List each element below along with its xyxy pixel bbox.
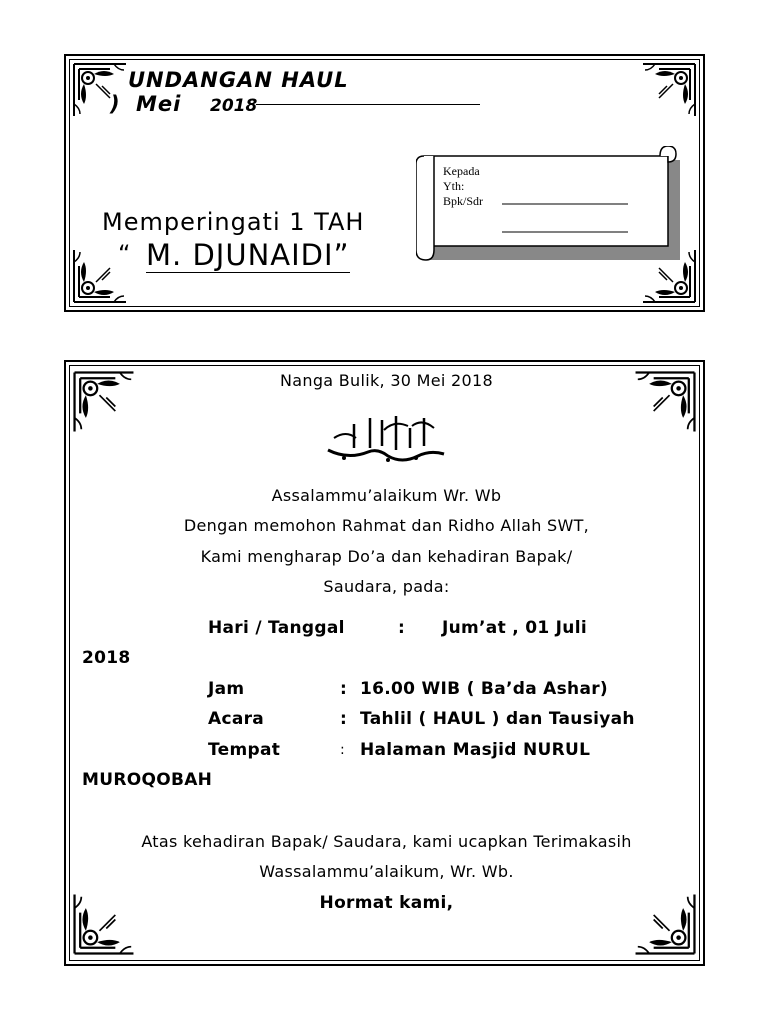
tempat-label: Tempat (208, 740, 281, 760)
commemorate-text: Memperingati 1 TAH (102, 208, 365, 236)
invitation-title: UNDANGAN HAUL (128, 68, 349, 92)
hari-value: Jum’at , 01 Juli (442, 618, 587, 638)
acara-label: Acara (208, 709, 265, 729)
hari-label: Hari / Tanggal (208, 618, 345, 638)
title-month: Mei (136, 92, 182, 116)
corner-ornament-icon (70, 366, 138, 438)
address-yth: Yth: (443, 179, 465, 193)
tempat-value: Halaman Masjid NURUL (360, 740, 591, 760)
greeting: Assalammu’alaikum Wr. Wb (271, 486, 502, 505)
body-line-2: Kami mengharap Do’a dan kehadiran Bapak/ (200, 547, 573, 566)
jam-label: Jam (208, 679, 245, 699)
corner-ornament-icon (631, 888, 699, 960)
closing-salam: Wassalammu’alaikum, Wr. Wb. (259, 862, 514, 881)
jam-colon: : (340, 679, 348, 699)
address-kepada: Kepada (443, 164, 480, 178)
corner-ornament-icon (70, 60, 130, 120)
corner-ornament-icon (70, 246, 130, 306)
tempat-colon: : (340, 742, 345, 758)
tempat-continuation: MUROQOBAH (82, 770, 213, 790)
title-year: 2018 (210, 96, 258, 116)
hari-year: 2018 (82, 648, 131, 668)
signature-line: Hormat kami, (319, 893, 454, 913)
place-date: Nanga Bulik, 30 Mei 2018 (280, 371, 493, 390)
body-line-1: Dengan memohon Rahmat dan Ridho Allah SWT, (183, 516, 590, 535)
body-line-3: Saudara, pada: (323, 577, 450, 596)
corner-ornament-icon (639, 60, 699, 120)
hari-colon: : (398, 618, 406, 638)
acara-colon: : (340, 709, 348, 729)
closing-thanks: Atas kehadiran Bapak/ Saudara, kami ucapkan Terimakasih (141, 832, 632, 851)
jam-value: 16.00 WIB ( Ba’da Ashar) (360, 679, 608, 699)
title-underline (256, 104, 480, 105)
name-open-quote: “ (118, 240, 131, 268)
address-scroll (416, 146, 684, 266)
invitation-card (64, 360, 705, 966)
address-bpk: Bpk/Sdr (443, 194, 484, 208)
title-prefix: ) (110, 92, 121, 116)
corner-ornament-icon (631, 366, 699, 438)
deceased-name: M. DJUNAIDI” (146, 238, 350, 272)
bismillah-calligraphy-icon (324, 408, 448, 466)
corner-ornament-icon (70, 888, 138, 960)
acara-value: Tahlil ( HAUL ) dan Tausiyah (360, 709, 635, 729)
